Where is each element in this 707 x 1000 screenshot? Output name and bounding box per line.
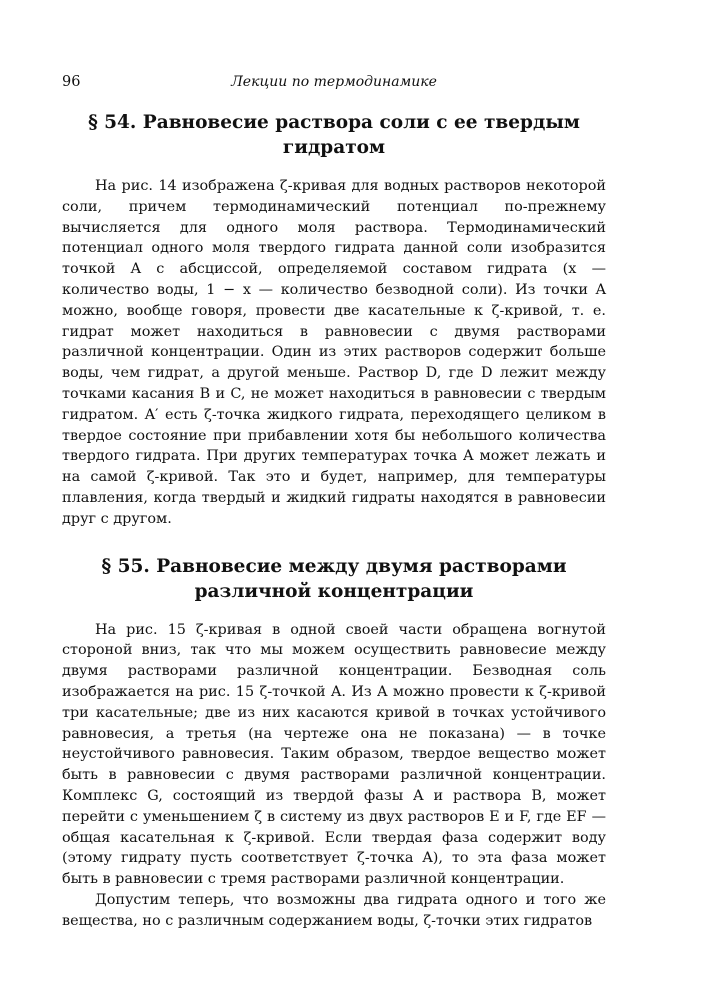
running-header-title: Лекции по термодинамике xyxy=(231,74,437,90)
section-54-heading-line-1: § 54. Равновесие раствора соли с ее твердым xyxy=(88,112,580,133)
section-55-paragraph-1: На рис. 15 ζ-кривая в одной своей части обращена вогнутой стороной вниз, так что мы можем осуществить равновесие между двумя растворами различной концентрации. Безводная соль изображается на рис. 15 ζ-точкой A. Из A можно провести к ζ-кривой три касательные; две из них касаются кривой в точках устойчивого равновесия, а третья (на чертеже она не показана) — в точке неустойчивого равновесия. Таким образом, твердое вещество может быть в равновесии с двумя растворами различной концентрации. Комплекс G, состоящий из твердой фазы A и раствора B, может перейти с уменьшением ζ в систему из двух растворов E и F, где EF — общая касательная к ζ-кривой. Если твердая фаза содержит воду (этому гидрату пусть соответствует ζ-точка A), то эта фаза может быть в равновесии с тремя растворами различной концентрации. xyxy=(62,621,606,888)
running-header xyxy=(62,74,606,96)
page-number: 96 xyxy=(62,74,81,90)
section-55-paragraph-2: Допустим теперь, что возможны два гидрата одного и того же вещества, но с различным содержанием воды, ζ-точки этих гидратов xyxy=(62,891,606,929)
section-54-paragraph-1: На рис. 14 изображена ζ-кривая для водных растворов некоторой соли, причем термодинамический потенциал по-прежнему вычисляется для одного моля раствора. Термодинамический потенциал одного моля твердого гидрата данной соли изобразится точкой A с абсциссой, определяемой составом гидрата (x — количество воды, 1 − x — количество безводной соли). Из точки A можно, вообще говоря, провести две касательные к ζ-кривой, т. е. гидрат может находиться в равновесии с двумя растворами различной концентрации. Один из этих растворов содержит больше воды, чем гидрат, а другой меньше. Раствор D, где D лежит между точками касания B и C, не может находиться в равновесии с твердым гидратом. A′ есть ζ-точка жидкого гидрата, переходящего целиком в твердое состояние при прибавлении хотя бы небольшого количества твердого гидрата. При других температурах точка A может лежать и на самой ζ-кривой. Так это и будет, например, для температуры плавления, когда твердый и жидкий гидраты находятся в равновесии друг с другом. xyxy=(62,178,606,527)
section-54-heading xyxy=(62,110,606,160)
section-55-heading-line-1: § 55. Равновесие между двумя растворами xyxy=(101,555,567,577)
section-55-heading-line-2: различной концентрации xyxy=(194,580,474,602)
book-page xyxy=(62,74,606,932)
section-55-heading xyxy=(62,554,606,604)
section-54-heading-line-2: гидратом xyxy=(282,137,386,158)
